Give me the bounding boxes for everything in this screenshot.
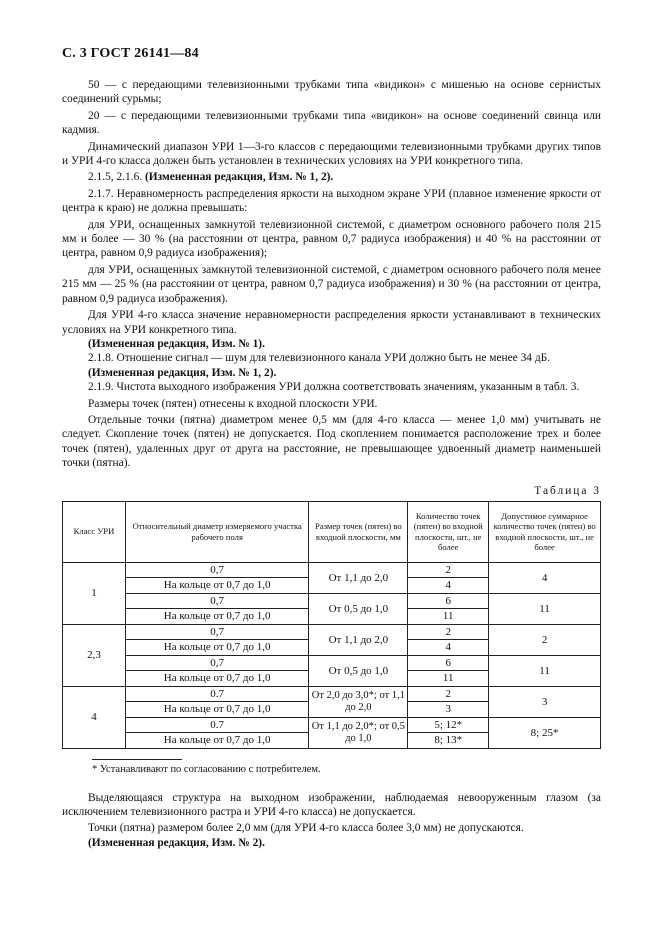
count-cell: 4: [408, 578, 489, 594]
table-caption: Таблица 3: [534, 484, 601, 497]
amendment-text: (Измененная редакция, Изм. № 1, 2).: [88, 366, 277, 379]
total-cell: 11: [489, 655, 601, 686]
paragraph-2-1-9: 2.1.9. Чистота выходного изображения УРИ должна соответствовать значениям, указанным в табл. 3.: [88, 381, 580, 394]
count-cell: 2: [408, 686, 489, 702]
paragraph-vidicon-20: 20 — с передающими телевизионными трубками типа «видикон» на основе соединений свинца или кадмия.: [62, 109, 601, 137]
header-spot-size: Размер точек (пятен) во входной плоскости, мм: [309, 501, 408, 562]
size-cell: От 1,1 до 2,0: [309, 562, 408, 593]
table-header-row: [63, 501, 601, 562]
amendment-note-1-2: [62, 366, 601, 380]
amendment-note-1: [62, 337, 601, 351]
count-cell: 2: [408, 562, 489, 578]
total-cell: 4: [489, 562, 601, 593]
total-cell: 2: [489, 624, 601, 655]
count-cell: 8; 13*: [408, 733, 489, 749]
count-cell: 6: [408, 655, 489, 671]
paragraph-large-spots: Точки (пятна) размером более 2,0 мм (для УРИ 4-го класса более 3,0 мм) не допускаются.: [88, 822, 524, 835]
paragraph-2-1-8: 2.1.8. Отношение сигнал — шум для телевизионного канала УРИ должно быть не менее 34 дБ.: [88, 352, 551, 365]
table-row: [63, 562, 601, 578]
header-total-count: Допустимое суммарное количество точек (пятен) во входной плоскости, шт., не более: [489, 501, 601, 562]
class-cell: 2,3: [63, 624, 126, 686]
table-row: [63, 655, 601, 671]
table-row: [63, 717, 601, 733]
paragraph-single-spots: Отдельные точки (пятна) диаметром менее 0,5 мм (для 4-го класса — менее 1,0 мм) учитывать не следует. Скопление точек (пятен) не допускается. Под скоплением понимается расположение трех и более точек (пятен), удаленных друг от друга на расстояние, не превышающее удвоенный диаметр наименьшей точки (пятна).: [62, 413, 601, 470]
class-cell: 1: [63, 562, 126, 624]
amendment-text: (Измененная редакция, Изм. № 1).: [88, 337, 265, 350]
paragraph-2-1-5: [62, 170, 601, 184]
class-cell: 4: [63, 686, 126, 748]
paragraph-2-1-7-b: для УРИ, оснащенных замкнутой телевизионной системой, с диаметром основного рабочего поля менее 215 мм — 25 % (на расстоянии от центра, равном 0,7 радиуса изображения) и 30 % (на расстоянии от центра, равном 0,9 радиуса изображения).: [62, 263, 601, 305]
diameter-cell: На кольце от 0,7 до 1,0: [125, 578, 309, 594]
diameter-cell: На кольце от 0,7 до 1,0: [125, 671, 309, 687]
count-cell: 5; 12*: [408, 717, 489, 733]
table-3: [62, 501, 601, 749]
diameter-cell: 0,7: [125, 655, 309, 671]
table-row: [63, 686, 601, 702]
paragraph-2-1-7-a: для УРИ, оснащенных замкнутой телевизионной системой, с диаметром основного рабочего поля 215 мм и более — 30 % (на расстоянии от центра, равном 0,7 радиуса изображения) и 40 % на расстоянии от центра, равном 0,9 радиуса изображения);: [62, 218, 601, 260]
diameter-cell: На кольце от 0,7 до 1,0: [125, 640, 309, 656]
amendment-note-2: [62, 836, 601, 850]
size-cell: От 0,5 до 1,0: [309, 655, 408, 686]
paragraph-vidicon-50: 50 — с передающими телевизионными трубками типа «видикон» с мишенью на основе сернистых соединений сурьмы;: [62, 79, 601, 106]
total-cell: 8; 25*: [489, 717, 601, 748]
footnote-divider: [92, 759, 182, 760]
diameter-cell: 0,7: [125, 562, 309, 578]
diameter-cell: На кольце от 0,7 до 1,0: [125, 609, 309, 625]
table-row: [63, 624, 601, 640]
paragraph-spot-sizes: Размеры точек (пятен) отнесены к входной плоскости УРИ.: [88, 397, 378, 410]
table-footnote: * Устанавливают по согласованию с потребителем.: [92, 763, 321, 775]
header-spot-count: Количество точек (пятен) во входной плоскости, шт., не более: [408, 501, 489, 562]
table-row: [63, 593, 601, 609]
size-cell: От 2,0 до 3,0*; от 1,1 до 2,0: [309, 686, 408, 717]
diameter-cell: 0.7: [125, 686, 309, 702]
header-class: Класс УРИ: [63, 501, 126, 562]
size-cell: От 1,1 до 2,0: [309, 624, 408, 655]
paragraph-dynamic-range: Динамический диапазон УРИ 1—3-го классов с передающими телевизионными трубками других типов и УРИ 4-го класса должен быть установлен в технических условиях на УРИ конкретного типа.: [62, 140, 601, 168]
header-diameter: Относительный диаметр измеряемого участка рабочего поля: [125, 501, 309, 562]
total-cell: 11: [489, 593, 601, 624]
count-cell: 6: [408, 593, 489, 609]
diameter-cell: На кольце от 0,7 до 1,0: [125, 733, 309, 749]
count-cell: 4: [408, 640, 489, 656]
diameter-cell: 0,7: [125, 624, 309, 640]
amendment-note: (Измененная редакция, Изм. № 1, 2).: [144, 171, 334, 184]
size-cell: От 0,5 до 1,0: [309, 593, 408, 624]
paragraph-2-1-7: 2.1.7. Неравномерность распределения яркости на выходном экране УРИ (плавное изменение яркости от центра к краю) не должна превышать:: [62, 187, 601, 215]
page-header: С. 3 ГОСТ 26141—84: [62, 46, 199, 61]
count-cell: 11: [408, 609, 489, 625]
count-cell: 2: [408, 624, 489, 640]
size-cell: От 1,1 до 2,0*; от 0,5 до 1,0: [309, 717, 408, 748]
count-cell: 3: [408, 702, 489, 718]
diameter-cell: 0.7: [125, 717, 309, 733]
paragraph-structure: Выделяющаяся структура на выходном изображении, наблюдаемая невооруженным глазом (за исключением телевизионного растра и УРИ 4-го класса) не допускается.: [62, 791, 601, 818]
paragraph-2-1-7-c: Для УРИ 4-го класса значение неравномерности распределения яркости устанавливают в технических условиях на УРИ конкретного типа.: [62, 309, 601, 336]
diameter-cell: На кольце от 0,7 до 1,0: [125, 702, 309, 718]
clause-2-1-5-number: 2.1.5, 2.1.6.: [88, 171, 145, 184]
diameter-cell: 0,7: [125, 593, 309, 609]
count-cell: 11: [408, 671, 489, 687]
total-cell: 3: [489, 686, 601, 717]
amendment-text: (Измененная редакция, Изм. № 2).: [88, 836, 265, 849]
